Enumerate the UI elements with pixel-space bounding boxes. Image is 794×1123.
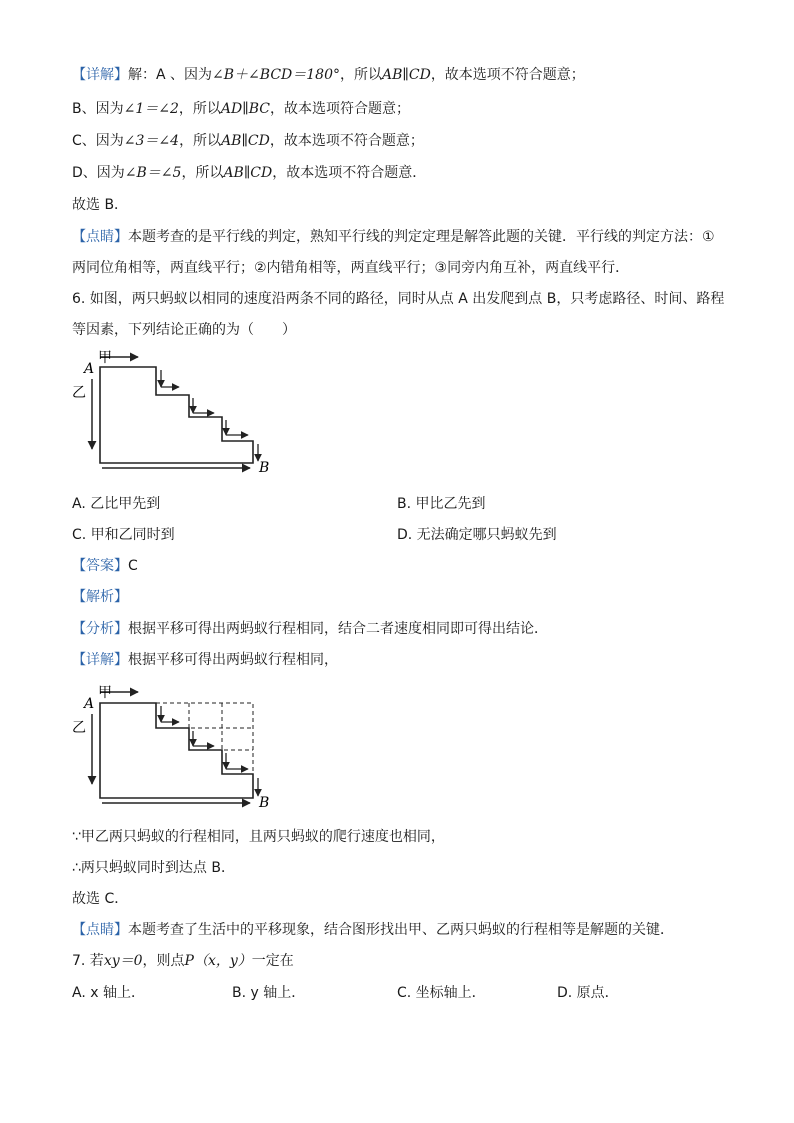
label-jia: 甲 [98,350,112,366]
q7-option-b: B. y 轴上． [232,985,306,1001]
math-expr: xy＝0 [103,953,143,969]
math-expr: ∠B＝∠5 [124,165,182,181]
q5-detail-line-a: 【详解】解：A 、因为∠B＋∠BCD＝180°，所以AB∥CD，故本选项不符合题意； [72,67,585,83]
q5-detail-line-d: D、因为∠B＝∠5，所以AB∥CD，故本选项不符合题意． [72,165,427,181]
q6-stem-line-2: 等因素，下列结论正确的为（ ） [72,322,296,338]
label-yi: 乙 [72,385,86,401]
comment-tag: 【点睛】 [72,922,128,938]
q6-option-b: B. 甲比乙先到 [397,496,486,512]
q6-fenxi: 【分析】根据平移可得出两蚂蚁行程相同，结合二者速度相同即可得出结论． [72,621,548,637]
q5-choose: 故选 B． [72,197,129,213]
q7-option-a: A. x 轴上． [72,985,145,1001]
q5-detail-line-c: C、因为∠3＝∠4，所以AB∥CD，故本选项不符合题意； [72,133,424,149]
detail-tag: 【详解】 [72,67,128,83]
q6-option-d: D. 无法确定哪只蚂蚁先到 [397,527,557,543]
q6-answer: 【答案】C [72,558,138,574]
label-b: B [259,795,270,811]
q6-option-c: C. 甲和乙同时到 [72,527,175,543]
q7-stem: 7. 若xy＝0，则点P（x，y）一定在 [72,953,294,969]
q6-stem-line-1: 6. 如图，两只蚂蚁以相同的速度沿两条不同的路径，同时从点 A 出发爬到点 B，只考虑路径、时间、路程 [72,291,725,307]
staircase-outline [100,703,253,798]
q6-detail: 【详解】根据平移可得出两蚂蚁行程相同， [72,652,338,668]
math-expr: AB∥CD [221,133,270,149]
q6-choose: 故选 C． [72,891,129,907]
math-expr: ∠3＝∠4 [123,133,180,149]
q5-detail-line-b: B、因为∠1＝∠2，所以AD∥BC，故本选项符合题意； [72,101,410,117]
fenxi-tag: 【分析】 [72,621,128,637]
label-a: A [84,361,95,377]
label-b: B [259,460,270,476]
q5-comment-line-2: 两同位角相等，两直线平行；②内错角相等，两直线平行；③同旁内角互补，两直线平行． [72,260,630,276]
math-expr: AB∥CD [382,67,431,83]
label-yi: 乙 [72,720,86,736]
answer-tag: 【答案】 [72,558,128,574]
math-expr: AD∥BC [220,101,270,117]
math-expr: ∠1＝∠2 [123,101,179,117]
comment-tag: 【点睛】 [72,229,128,245]
q6-because: ∵甲乙两只蚂蚁的行程相同，且两只蚂蚁的爬行速度也相同， [72,829,445,845]
q5-comment-line-1: 【点睛】本题考查的是平行线的判定，熟知平行线的判定定理是解答此题的关键．平行线的判定方法：① [72,229,715,245]
q6-comment: 【点睛】本题考查了生活中的平移现象，结合图形找出甲、乙两只蚂蚁的行程相等是解题的关键． [72,922,674,938]
q7-option-c: C. 坐标轴上． [397,985,486,1001]
q6-option-a: A. 乙比甲先到 [72,496,161,512]
analysis-tag: 【解析】 [72,589,128,605]
math-expr: ∠B＋∠BCD＝180° [212,67,340,83]
q6-analysis-heading [72,587,128,607]
q7-option-d: D. 原点． [557,985,619,1001]
math-expr: P（x，y） [184,953,252,969]
dashed-grid [156,703,253,774]
q6-solution-figure [72,678,282,813]
math-expr: AB∥CD [223,165,273,181]
detail-tag: 【详解】 [72,652,128,668]
label-jia: 甲 [98,685,112,701]
q6-figure [72,345,282,480]
q6-therefore: ∴两只蚂蚁同时到达点 B． [72,860,235,876]
label-a: A [84,696,95,712]
staircase-outline [100,367,253,463]
